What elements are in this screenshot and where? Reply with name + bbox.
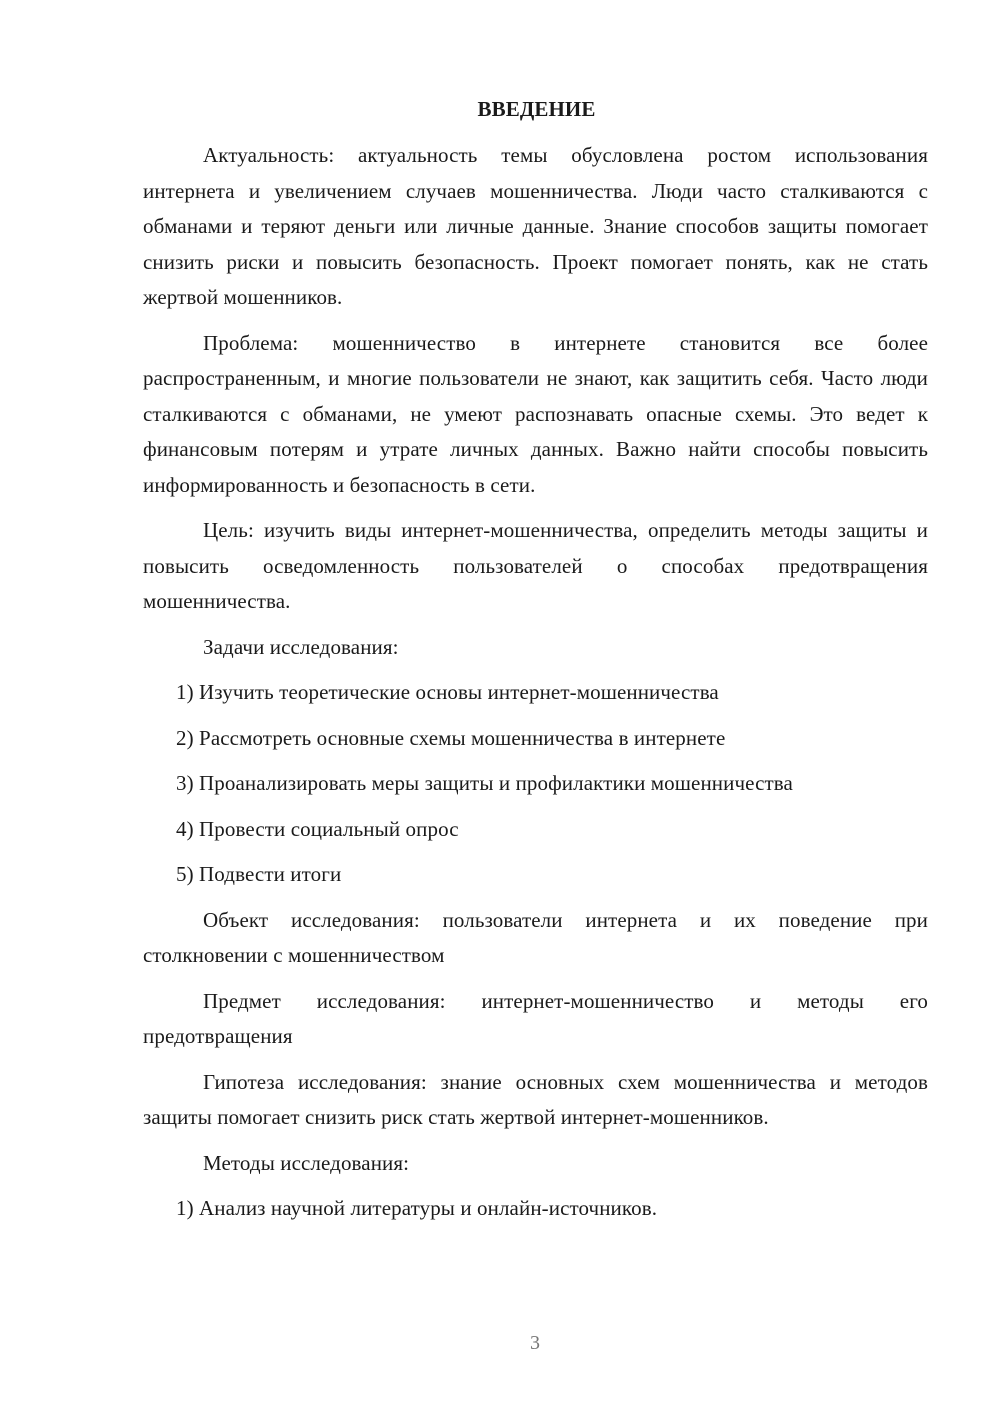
methods-list [143, 1191, 928, 1227]
paragraph-problem: Проблема: мошенничество в интернете становится все более распространенным, и многие пользователи не знают, как защитить себя. Часто люди сталкиваются с обманами, не умеют распознавать опасные схемы. Это ведет к финансовым потерям и утрате личных данных. Важно найти способы повысить информированность и безопасность в сети. [143, 330, 928, 497]
page-title: ВВЕДЕНИЕ [477, 97, 596, 121]
page-number: 3 [530, 1332, 540, 1354]
paragraph-goal: Цель: изучить виды интернет-мошенничества, определить методы защиты и повысить осведомленность пользователей о способах предотвращения мошенничества. [143, 518, 928, 613]
paragraph-relevance: Актуальность: актуальность темы обусловлена ростом использования интернета и увеличением случаев мошенничества. Люди часто сталкиваются с обманами и теряют деньги или личные данные. Знание способов защиты помогает снизить риски и повысить безопасность. Проект помогает понять, как не стать жертвой мошенников. [143, 143, 928, 309]
paragraph-object: Объект исследования: пользователи интернета и их поведение при столкновении с мошенничеством [143, 907, 928, 967]
tasks-heading: Задачи исследования: [203, 634, 399, 659]
paragraph-subject: Предмет исследования: интернет-мошенничество и методы его предотвращения [143, 988, 928, 1048]
task-item-4: 4) Провести социальный опрос [176, 816, 459, 841]
document-page [143, 94, 928, 1237]
task-item-1: 1) Изучить теоретические основы интернет-мошенничества [176, 680, 719, 704]
tasks-list [143, 675, 928, 893]
paragraph-hypothesis: Гипотеза исследования: знание основных схем мошенничества и методов защиты помогает снизить риск стать жертвой интернет-мошенников. [143, 1069, 928, 1129]
task-item-5: 5) Подвести итоги [176, 862, 342, 886]
task-item-2: 2) Рассмотреть основные схемы мошенничества в интернете [176, 725, 726, 750]
methods-heading: Методы исследования: [203, 1150, 410, 1175]
method-item-1: 1) Анализ научной литературы и онлайн-источников. [176, 1196, 658, 1220]
task-item-3: 3) Проанализировать меры защиты и профилактики мошенничества [176, 771, 793, 795]
